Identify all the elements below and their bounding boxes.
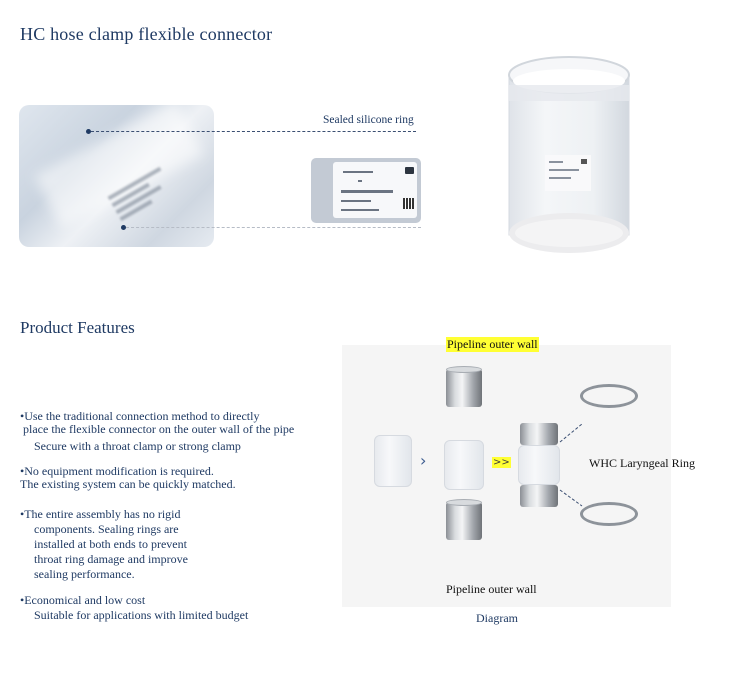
feature-item: •Use the traditional connection method to directly place the flexible connector on the outer wall of the pipe Secure with a throat clamp or strong clamp <box>20 409 295 453</box>
feature-line: The existing system can be quickly matched. <box>20 477 236 491</box>
ring-label: WHC Laryngeal Ring <box>589 456 695 470</box>
assembled-pipe-top <box>520 423 558 445</box>
diagram-bottom-label: Pipeline outer wall <box>446 582 537 596</box>
callout-leader-line <box>91 131 416 132</box>
diagram-caption: Diagram <box>476 611 518 625</box>
assembled-connector <box>518 445 560 485</box>
feature-line: Secure with a throat clamp or strong clamp <box>34 439 241 453</box>
feature-item: •No equipment modification is required. The existing system can be quickly matched. <box>20 464 236 491</box>
feature-line: Economical and low cost <box>24 593 146 607</box>
feature-line: No equipment modification is required. <box>24 464 214 478</box>
features-heading: Product Features <box>20 318 135 337</box>
connector-jar-image <box>444 440 484 490</box>
connector-jar-image <box>374 435 412 487</box>
feature-line: place the flexible connector on the outer wall of the pipe <box>23 422 295 436</box>
throat-ring-top-image <box>580 384 638 408</box>
callout-leader-line <box>126 227 421 228</box>
feature-line: Suitable for applications with limited budget <box>34 608 249 622</box>
feature-item: •The entire assembly has no rigid components. Sealing rings are installed at both ends to prevent throat ring damage and improve sealing performance. <box>20 507 188 581</box>
feature-item: •Economical and low cost Suitable for applications with limited budget <box>20 593 249 622</box>
product-label-photo <box>311 158 421 223</box>
feature-line: Use the traditional connection method to directly <box>24 409 260 423</box>
diagram-top-label: Pipeline outer wall <box>447 337 538 351</box>
throat-ring-bottom-image <box>580 502 638 526</box>
connector-closeup-photo <box>19 105 214 247</box>
pipe-top-image <box>446 369 482 407</box>
feature-line: installed at both ends to prevent <box>34 537 187 551</box>
assembled-pipe-bottom <box>520 485 558 507</box>
feature-line: sealing performance. <box>34 567 135 581</box>
feature-line: The entire assembly has no rigid <box>24 507 181 521</box>
page-title: HC hose clamp flexible connector <box>20 24 273 44</box>
feature-line: components. Sealing rings are <box>34 522 179 536</box>
pipe-bottom-image <box>446 502 482 540</box>
sealed-ring-label: Sealed silicone ring <box>323 114 414 126</box>
feature-line: throat ring damage and improve <box>34 552 188 566</box>
flexible-connector-image <box>507 55 631 255</box>
ring-leader-lines <box>556 420 586 510</box>
double-arrow-icon: >> <box>493 457 510 468</box>
arrow-right-icon: › <box>420 451 427 470</box>
